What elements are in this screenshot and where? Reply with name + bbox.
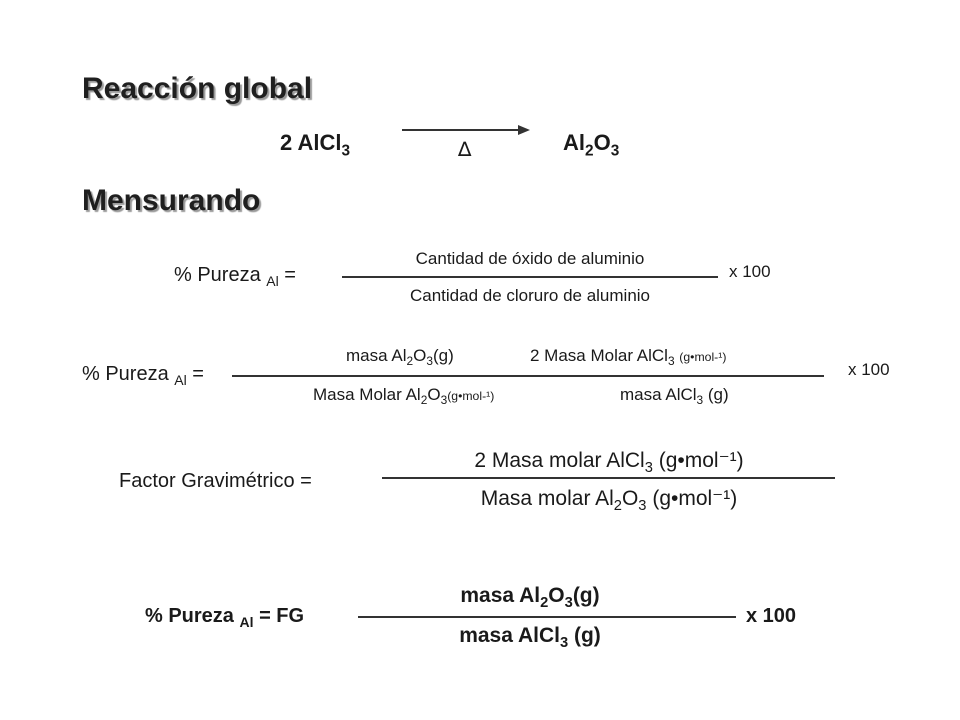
eq2-num-left-b: O bbox=[413, 346, 427, 365]
product-o: O bbox=[593, 130, 611, 155]
eq4-denominator bbox=[459, 624, 601, 652]
eq3-fraction-line bbox=[382, 477, 835, 479]
heat-symbol: ∆ bbox=[458, 137, 472, 161]
measurand-heading: Mensurando bbox=[82, 184, 261, 217]
eq1-numerator: Cantidad de óxido de aluminio bbox=[415, 249, 645, 268]
eq4-lhs-text: % Pureza bbox=[145, 605, 234, 627]
eq3-den-sub2: 2 bbox=[613, 498, 622, 515]
eq2-num-right-unit: (g•mol-¹) bbox=[679, 350, 727, 364]
product-sub-3: 3 bbox=[610, 142, 620, 160]
eq2-den-right bbox=[620, 385, 729, 408]
eq3-num-unit: (g•mol⁻¹) bbox=[658, 449, 744, 472]
eq2-num-left bbox=[346, 346, 454, 369]
reactant bbox=[280, 130, 351, 160]
eq3-den-sub3: 3 bbox=[638, 498, 647, 515]
product-al: Al bbox=[563, 130, 585, 155]
eq2-num-left-sub3: 3 bbox=[426, 354, 433, 369]
eq4-num-c: (g) bbox=[572, 584, 600, 607]
eq2-den-right-sub3: 3 bbox=[696, 393, 704, 408]
eq3-den-a: Masa molar Al bbox=[480, 487, 614, 510]
eq4-num-sub3: 3 bbox=[564, 595, 573, 612]
eq4-numerator bbox=[460, 584, 600, 612]
eq3-num-a: 2 Masa molar AlCl bbox=[474, 449, 645, 472]
eq3-den-unit: (g•mol⁻¹) bbox=[652, 487, 738, 510]
eq4-den-sub3: 3 bbox=[559, 635, 569, 652]
eq2-num-left-a: masa Al bbox=[346, 346, 407, 365]
eq2-num-right-a: 2 Masa Molar AlCl bbox=[530, 346, 668, 365]
eq2-num-left-c: (g) bbox=[432, 346, 454, 365]
eq2-equals: = bbox=[192, 363, 204, 385]
eq2-lhs-text: % Pureza bbox=[82, 363, 169, 385]
eq1-factor: x 100 bbox=[729, 262, 771, 281]
eq3-denominator bbox=[480, 486, 738, 515]
eq2-den-right-c: (g) bbox=[707, 385, 729, 404]
eq4-num-sub2: 2 bbox=[540, 595, 549, 612]
eq1-denominator: Cantidad de cloruro de aluminio bbox=[409, 286, 651, 305]
eq1-equals: = bbox=[284, 264, 296, 286]
eq1-fraction-line bbox=[342, 276, 718, 278]
eq2-num-left-sub2: 2 bbox=[406, 354, 414, 369]
eq1-lhs-sub: Al bbox=[266, 272, 279, 289]
product bbox=[563, 130, 620, 160]
eq4-den-a: masa AlCl bbox=[459, 624, 560, 647]
eq2-den-left-sub3: 3 bbox=[440, 393, 448, 408]
eq2-den-left-sub2: 2 bbox=[420, 393, 428, 408]
reactant-formula: 2 AlCl bbox=[280, 130, 342, 155]
eq3-num-sub3: 3 bbox=[644, 460, 653, 477]
eq2-factor: x 100 bbox=[848, 360, 890, 379]
eq2-den-left-b: O bbox=[427, 385, 441, 404]
eq4-fraction-line bbox=[358, 616, 736, 618]
reaction-arrow bbox=[402, 122, 532, 138]
eq3-den-b: O bbox=[621, 487, 639, 510]
eq2-lhs bbox=[82, 363, 204, 386]
product-sub-2: 2 bbox=[585, 142, 594, 160]
eq1-lhs bbox=[174, 264, 296, 287]
eq2-fraction-line bbox=[232, 375, 824, 377]
eq2-num-right-sub3: 3 bbox=[667, 354, 675, 369]
eq2-den-left-unit: (g•mol-¹) bbox=[447, 389, 495, 403]
eq4-den-c: (g) bbox=[573, 624, 601, 647]
eq4-factor: x 100 bbox=[746, 605, 797, 627]
eq3-numerator bbox=[474, 448, 744, 477]
eq4-lhs bbox=[145, 605, 304, 628]
eq1-lhs-text: % Pureza bbox=[174, 264, 261, 286]
reaction-heading: Reacción global bbox=[82, 72, 313, 105]
eq3-lhs: Factor Gravimétrico = bbox=[119, 470, 312, 492]
eq4-equals-fg: = FG bbox=[259, 605, 305, 627]
reactant-subscript: 3 bbox=[341, 142, 351, 160]
eq2-den-left-a: Masa Molar Al bbox=[313, 385, 421, 404]
eq4-num-b: O bbox=[548, 584, 565, 607]
eq2-den-left bbox=[313, 385, 495, 408]
eq4-lhs-sub: Al bbox=[239, 613, 254, 630]
eq2-num-right bbox=[530, 346, 727, 369]
eq4-num-a: masa Al bbox=[460, 584, 541, 607]
eq2-lhs-sub: Al bbox=[174, 371, 187, 388]
eq2-den-right-a: masa AlCl bbox=[620, 385, 697, 404]
